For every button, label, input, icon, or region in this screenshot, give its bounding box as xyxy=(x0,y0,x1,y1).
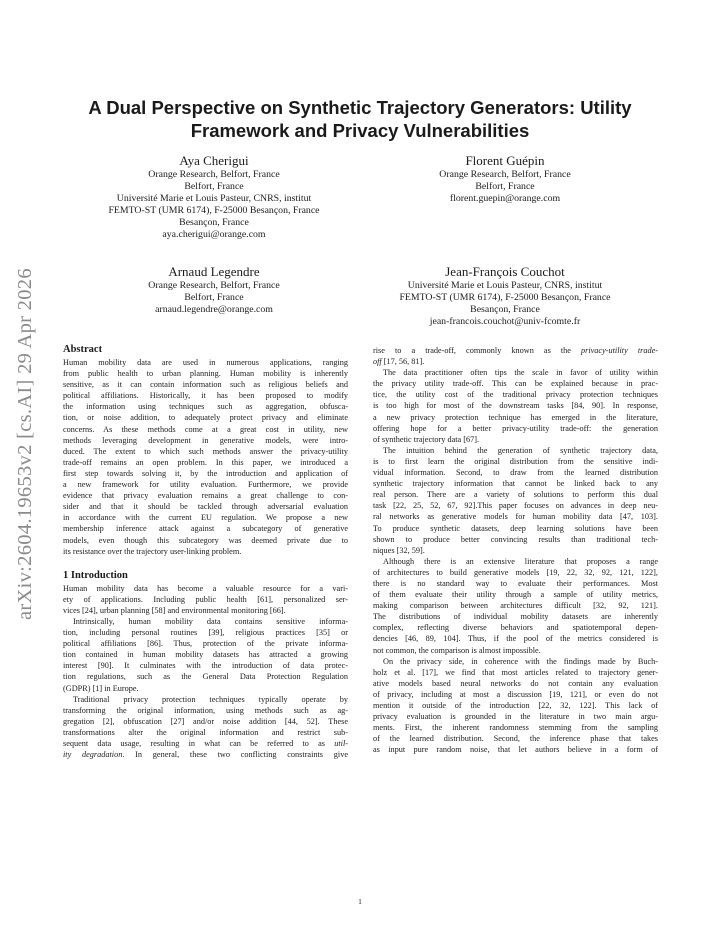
paragraph-line: tion contained in human mobility datasets has attracted a growing xyxy=(63,650,348,660)
paragraph-line: dencies [46, 89, 104]. Thus, if the pool of the metrics considered is xyxy=(373,634,658,644)
author-block-1 xyxy=(74,152,354,242)
paper-title-line-2: Framework and Privacy Vulnerabilities xyxy=(190,120,530,141)
author-affiliation: Belfort, France xyxy=(184,292,244,304)
paragraph-line: is too high for most of the downstream tasks [84, 90]. In response, xyxy=(373,401,658,411)
author-block-4 xyxy=(365,263,645,328)
paragraph-line: On the privacy side, in coherence with the findings made by Buch- xyxy=(383,656,658,666)
paragraph-line: vidual information. Second, to draw from the learned distribution xyxy=(373,468,658,478)
paragraph-line: Human mobility data are used in numerous applications, ranging xyxy=(63,358,348,367)
paragraph-line: of the learned distribution. Second, the inference phase that takes xyxy=(373,734,658,744)
paragraph-line: tion, or noise addition, to adequately protect privacy and eliminate xyxy=(63,413,348,423)
paragraph-line: synthetic trajectory information that cannot be linked back to any xyxy=(373,479,658,489)
paragraph-line: duced. The extent to which such methods answer the privacy-utility xyxy=(63,446,348,456)
paragraph-line: of synthetic trajectory data [67]. xyxy=(373,434,480,444)
paragraph-line: ative models based neural networks do not contain any evaluation xyxy=(373,678,658,688)
paragraph-line: of them evaluate their utility through a sample of utility metrics, xyxy=(373,590,658,600)
paragraph-line: The intuition behind the generation of synthetic trajectory data, xyxy=(383,445,658,455)
paragraph-line: (GDPR) [1] in Europe. xyxy=(63,683,139,693)
introduction-paragraph xyxy=(63,583,348,616)
paragraph-line: Although there is an extensive literature that proposes a range xyxy=(383,556,658,566)
paragraph-line: of privacy, including at most a discussion [19, 121], or even do not xyxy=(373,689,658,699)
paragraph-line: gregation [2], obfuscation [27] and/or noise addition [44, 52]. These xyxy=(63,716,348,726)
paragraph-line: niques [32, 59]. xyxy=(373,545,425,555)
right-column xyxy=(373,345,658,755)
paragraph-line: sensitive, as it can contain information such as religious beliefs and xyxy=(63,380,348,390)
author-email: aya.cherigui@orange.com xyxy=(162,229,266,241)
paragraph-line: membership inference attack against a subcategory of generative xyxy=(63,524,348,534)
paragraph-line: sequent data usage, resulting in what can be referred to as util- xyxy=(63,739,348,748)
paragraph-line: The data practitioner often tips the scale in favor of utility within xyxy=(383,368,658,378)
paragraph-line: To produce synthetic datasets, deep learning solutions have been xyxy=(373,523,658,533)
paragraph-line: methods leveraging development in generative models, were intro- xyxy=(63,435,348,445)
author-affiliation: Besançon, France xyxy=(179,217,249,229)
paper-title-line-1: A Dual Perspective on Synthetic Trajectory Generators: Utility xyxy=(88,97,632,118)
paragraph-line: sider and that it should be tackled through adversarial evaluation xyxy=(63,502,348,512)
author-affiliation: Belfort, France xyxy=(475,181,535,193)
paragraph-line: is to first learn the original distribution from the sensitive indi- xyxy=(373,456,658,466)
paragraph-line: tion, including personal routines [39], religious practices [35] or xyxy=(63,628,348,638)
author-email: arnaud.legendre@orange.com xyxy=(155,304,273,316)
author-affiliation: FEMTO-ST (UMR 6174), F-25000 Besançon, France xyxy=(108,205,320,217)
author-affiliation: Orange Research, Belfort, France xyxy=(148,280,280,291)
author-affiliation: Belfort, France xyxy=(184,181,244,193)
abstract-body xyxy=(63,357,348,557)
arxiv-stamp: arXiv:2604.19653v2 [cs.AI] 29 Apr 2026 xyxy=(14,268,36,620)
paragraph-line: vices [24], urban planning [58] and environmental monitoring [66]. xyxy=(63,605,286,615)
paragraph-line: trade-off remains an open problem. In this paper, we introduced a xyxy=(63,457,348,467)
paragraph-line: the information using techniques such as aggregation, obfusca- xyxy=(63,402,348,412)
author-name: Arnaud Legendre xyxy=(168,264,260,279)
author-affiliation: Orange Research, Belfort, France xyxy=(439,169,571,180)
paragraph-line: in accordance with the current EU regulation. We propose a new xyxy=(63,513,348,523)
paragraph-line: models, even though this subcategory was deemed private due to xyxy=(63,535,348,545)
introduction-paragraph xyxy=(63,694,348,761)
paragraph-line: complex, reflecting diverse behaviors and spatiotemporal depen- xyxy=(373,623,658,633)
author-affiliation: Besançon, France xyxy=(470,304,540,316)
introduction-paragraph xyxy=(63,616,348,694)
paragraph-line: The distributions of individual mobility datasets are inherently xyxy=(373,612,658,622)
paragraph-line: transforming the original information, using methods such as ag- xyxy=(63,705,348,715)
paragraph-line: Human mobility data has become a valuable resource for a vari- xyxy=(63,583,348,593)
paragraph-line: concerns. As these methods come at a great cost in utility, new xyxy=(63,424,348,434)
author-block-2 xyxy=(365,152,645,205)
introduction-heading: 1 Introduction xyxy=(63,569,128,581)
paragraph-line: holz et al. [17], we find that most articles related to trajectory gener- xyxy=(373,667,658,677)
paper-title xyxy=(40,96,680,142)
author-name: Jean-François Couchot xyxy=(445,264,565,279)
author-email: florent.guepin@orange.com xyxy=(449,193,561,205)
body-paragraph xyxy=(373,445,658,556)
paragraph-line: the privacy utility trade-off. This can be explained because in prac- xyxy=(373,379,658,389)
paragraph-line: interest [90]. It culminates with the introduction of data protec- xyxy=(63,661,348,671)
author-affiliation: Orange Research, Belfort, France xyxy=(148,169,280,180)
paragraph-line: mention it outside of the introduction [22, 32, 122]. This lack of xyxy=(373,701,658,710)
paragraph-line: offering hope for a better privacy-utility trade-off: the generation xyxy=(373,423,658,433)
paragraph-line: political affiliations. Historically, it has been proposed to modify xyxy=(63,391,348,401)
paragraph-line: transformations alter the original information and restrict sub- xyxy=(63,727,348,737)
paragraph-line: from public health to urban planning. Human mobility is inherently xyxy=(63,369,348,379)
body-paragraph xyxy=(373,367,658,445)
paragraph-line: there is no standard way to evaluate their performances. Most xyxy=(373,578,658,588)
paragraph-line: a new privacy protection technique has emerged in the literature, xyxy=(373,412,658,422)
paragraph-line: ments. First, the inherent randomness stemming from the sampling xyxy=(373,723,658,733)
paragraph-line: real person. There are a variety of solutions to perform this dual xyxy=(373,490,658,500)
paragraph-line: Intrinsically, human mobility data contains sensitive informa- xyxy=(73,616,348,626)
paragraph-line: political affiliations [86]. Thus, protection of the private informa- xyxy=(63,639,348,649)
paragraph-line: of architectures to build generative models [19, 22, 32, 92, 121, 122], xyxy=(373,567,658,577)
paragraph-line: as input pure random noise, that let authors believe in a form of xyxy=(373,745,658,755)
paragraph-line: rise to a trade-off, commonly known as the privacy-utility trade- xyxy=(373,346,658,355)
left-column xyxy=(63,343,348,760)
author-affiliation: FEMTO-ST (UMR 6174), F-25000 Besançon, France xyxy=(399,292,611,304)
paragraph-line: privacy evaluation is grounded in the literature in two main argu- xyxy=(373,712,658,722)
abstract-heading: Abstract xyxy=(63,344,103,355)
paragraph-line: task [22, 25, 52, 67, 92].This paper focuses on advances in deep neu- xyxy=(373,501,658,511)
body-paragraph xyxy=(373,656,658,756)
paragraph-line: a new framework for utility evaluation. Furthermore, we provide xyxy=(63,480,348,490)
paragraph-line: ity degradation. In general, these two conflicting constraints give xyxy=(63,750,348,760)
paragraph-line: tice, the utility cost of the traditional privacy protection techniques xyxy=(373,390,658,400)
author-affiliation: Université Marie et Louis Pasteur, CNRS, institut xyxy=(407,280,603,291)
author-affiliation: Université Marie et Louis Pasteur, CNRS, institut xyxy=(116,193,312,205)
paragraph-line: ral networks as generative models for human mobility data [47, 103]. xyxy=(373,512,658,522)
paragraph-line: first step towards solving it, by the introduction and application of xyxy=(63,468,348,478)
author-name: Florent Guépin xyxy=(465,153,545,168)
paragraph-line: off [17, 56, 81]. xyxy=(373,357,425,367)
paragraph-line: its resistance over the trajectory user-linking problem. xyxy=(63,546,242,556)
body-paragraph xyxy=(373,556,658,656)
page-number: 1 xyxy=(358,897,362,906)
author-email: jean-francois.couchot@univ-fcomte.fr xyxy=(429,316,581,328)
paragraph-line: shown to produce better convincing results than traditional tech- xyxy=(373,534,658,544)
paragraph-line: tion regulations, such as the General Data Protection Regulation xyxy=(63,672,348,682)
paragraph-line: evidence that privacy evaluation remains a great challenge to con- xyxy=(63,491,348,501)
author-block-3 xyxy=(74,263,354,316)
paragraph-line: not common, the comparison is almost impossible. xyxy=(373,645,541,655)
author-name: Aya Cherigui xyxy=(179,153,249,168)
paragraph-line: ety of applications. Including public health [61], personalized ser- xyxy=(63,594,348,604)
paragraph-line: Traditional privacy protection techniques typically operate by xyxy=(73,694,348,704)
paragraph-line: making comparison between architectures difficult [32, 92, 121]. xyxy=(373,601,658,611)
